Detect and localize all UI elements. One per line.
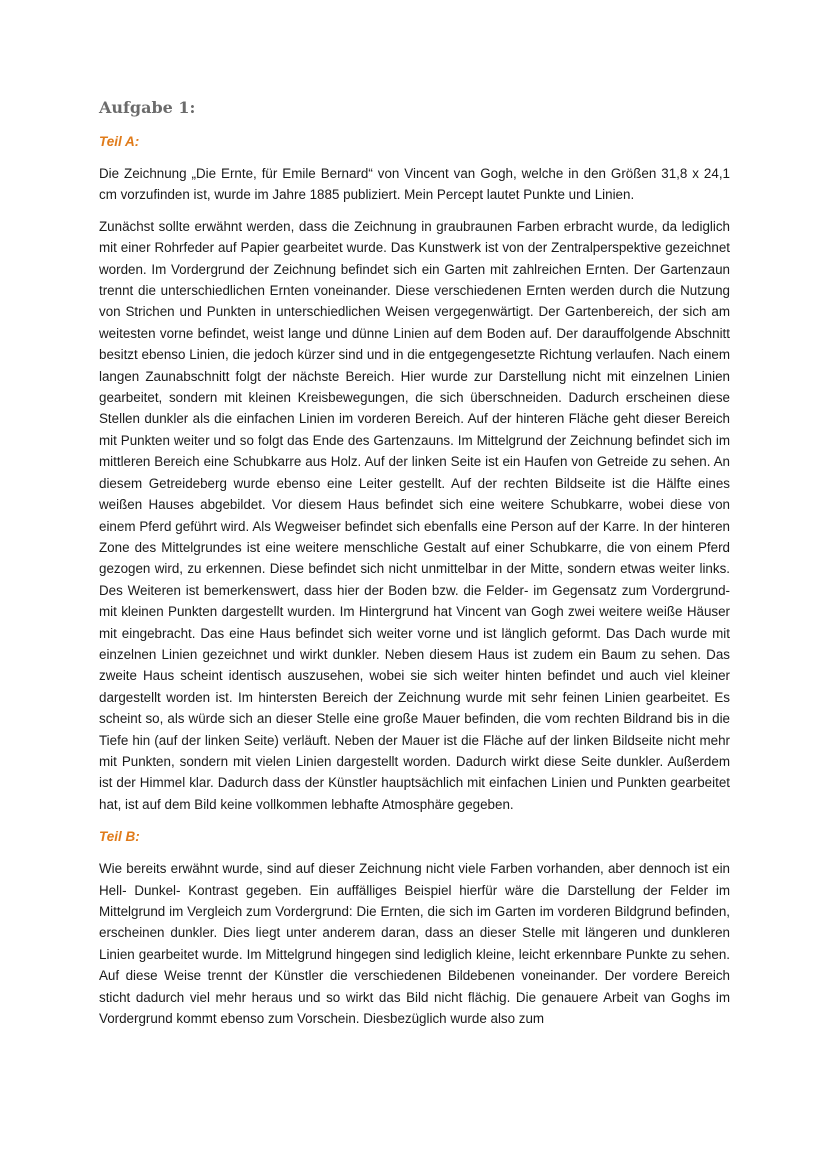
task-heading: Aufgabe 1: bbox=[99, 98, 196, 117]
part-a-intro-paragraph: Die Zeichnung „Die Ernte, für Emile Bernard“ von Vincent van Gogh, welche in den Größen 31,8 x 24,1 cm vorzufinden ist, wurde im Jahre 1885 publiziert. Mein Percept lautet Punkte und Linien. bbox=[99, 166, 730, 203]
part-a-title: Teil A: bbox=[99, 134, 140, 149]
document-content bbox=[99, 96, 730, 1039]
part-b-analysis-paragraph: Wie bereits erwähnt wurde, sind auf dieser Zeichnung nicht viele Farben vorhanden, aber dennoch ist ein Hell- Dunkel- Kontrast gegeben. Ein auffälliges Beispiel hierfür wäre die Darstellung der Felder im Mittelgrund im Vergleich zum Vordergrund: Die Ernten, die sich im Garten im vorderen Bildgrund befinden, erscheinen dunkler. Dies liegt unter anderem daran, dass an dieser Stelle mit längeren und dunkleren Linien gearbeitet wurde. Im Mittelgrund hingegen sind lediglich kleine, leicht erkennbare Punkte zu sehen. Auf diese Weise trennt der Künstler die verschiedenen Bildebenen voneinander. Der vordere Bereich sticht dadurch viel mehr heraus und so wirkt das Bild nicht flächig. Die genauere Arbeit van Goghs im Vordergrund kommt ebenso zum Vorschein. Diesbezüglich wurde also zum bbox=[99, 861, 730, 1027]
part-b-title: Teil B: bbox=[99, 829, 140, 845]
part-a-description-paragraph: Zunächst sollte erwähnt werden, dass die Zeichnung in graubraunen Farben erbracht wurde, da lediglich mit einer Rohrfeder auf Papier gearbeitet wurde. Das Kunstwerk ist von der Zentralperspektive gezeichnet worden. Im Vordergrund der Zeichnung befindet sich ein Garten mit zahlreichen Ernten. Der Gartenzaun trennt die unterschiedlichen Ernten voneinander. Diese verschiedenen Ernten werden durch die Nutzung von Strichen und Punkten in unterschiedlichen Weisen vergegenwärtigt. Der Gartenbereich, der sich am weitesten vorne befindet, weist lange und dünne Linien auf dem Boden auf. Der darauffolgende Abschnitt besitzt ebenso Linien, die jedoch kürzer sind und in die entgegengesetzte Richtung verlaufen. Nach einem langen Zaunabschnitt folgt der nächste Bereich. Hier wurde zur Darstellung nicht mit einzelnen Linien gearbeitet, sondern mit kleinen Kreisbewegungen, die sich überschneiden. Dadurch erscheinen diese Stellen dunkler als die einfachen Linien im vorderen Bereich. Auf der hinteren Fläche geht dieser Bereich mit Punkten weiter und so folgt das Ende des Gartenzauns. Im Mittelgrund der Zeichnung befindet sich im mittleren Bereich eine Schubkarre aus Holz. Auf der linken Seite ist ein Haufen von Getreide zu sehen. An diesem Getreideberg wurde ebenso eine Leiter gestellt. Auf der rechten Bildseite ist die Hälfte eines weißen Hauses abgebildet. Vor diesem Haus befindet sich eine weitere Schubkarre, wobei diese von einem Pferd geführt wird. Als Wegweiser befindet sich ebenfalls eine Person auf der Karre. In der hinteren Zone des Mittelgrundes ist eine weitere menschliche Gestalt auf einer Schubkarre, die von einem Pferd gezogen wird, zu erkennen. Diese befindet sich nicht unmittelbar in der Mitte, sondern etwas weiter links. Des Weiteren ist bemerkenswert, dass hier der Boden bzw. die Felder- im Gegensatz zum Vordergrund- mit kleinen Punkten dargestellt wurden. Im Hintergrund hat Vincent van Gogh zwei weitere weiße Häuser mit eingebracht. Das eine Haus befindet sich weiter vorne und ist länglich geformt. Das Dach wurde mit einzelnen Linien gezeichnet und wirkt dunkler. Neben diesem Haus ist zudem ein Baum zu sehen. Das zweite Haus scheint identisch auszusehen, wobei sie sich weiter hinten befindet und auch viel kleiner dargestellt worden ist. Im hintersten Bereich der Zeichnung wurde mit sehr feinen Linien gearbeitet. Es scheint so, als würde sich an dieser Stelle eine große Mauer befinden, die vom rechten Bildrand bis in die Tiefe hin (auf der linken Seite) verläuft. Neben der Mauer ist die Fläche auf der linken Bildseite nicht mehr mit Punkten, sondern mit vielen Linien dargestellt worden. Dadurch wirkt diese Seite dunkler. Außerdem ist der Himmel klar. Dadurch dass der Künstler hauptsächlich mit einfachen Linien und Punkten gearbeitet hat, ist auf dem Bild keine vollkommen lebhafte Atmosphäre gegeben. bbox=[99, 218, 730, 812]
